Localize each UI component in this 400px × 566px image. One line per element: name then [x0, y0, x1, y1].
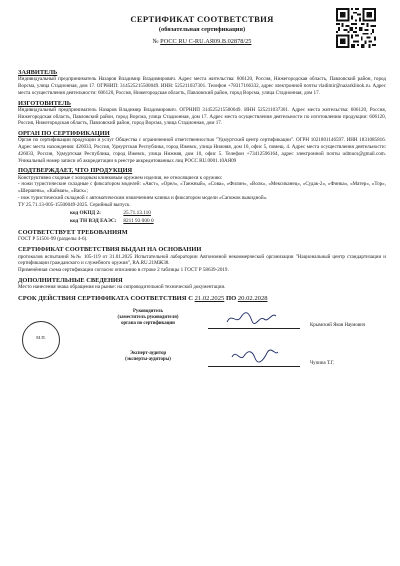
applicant-heading: ЗАЯВИТЕЛЬ — [18, 69, 58, 76]
validity-to-label: ПО — [225, 294, 237, 302]
manufacturer-heading: ИЗГОТОВИТЕЛЬ — [18, 99, 72, 107]
qr-code-icon — [336, 8, 376, 48]
head-signature-line — [208, 328, 300, 329]
head-role — [94, 309, 202, 328]
head-role-title: Руководитель — [132, 308, 164, 314]
stamp-circle — [22, 321, 60, 359]
expert-name: Чупина Т.Г. — [310, 360, 335, 366]
certificate-title: СЕРТИФИКАТ СООТВЕТСТВИЯ — [130, 14, 274, 24]
basis-heading: СЕРТИФИКАТ СООТВЕТСТВИЯ ВЫДАН НА ОСНОВАНИИ — [18, 246, 202, 254]
number-prefix: № — [152, 38, 159, 45]
head-name: Крымский Яков Наумович — [310, 322, 366, 328]
expert-signature-icon — [230, 347, 280, 365]
validity-label: СРОК ДЕЙСТВИЯ СЕРТИФИКАТА СООТВЕТСТВИЯ С — [18, 294, 193, 302]
stamp-label: М.П. — [36, 334, 46, 340]
manufacturer-text: Индивидуальный предприниматель Назаров Владимир Владимирович. ОГРНИП 314525215500049. ИНН 525211037301. Адрес места жительства: 606120, Россия, Нижегородская область, Павловский район, город Ворсма, улица Стадионная, дом 17. Адрес места осуществления деятельности по изготовлению продукции: 606120, Россия, Нижегородская область, Павловский район, город Ворсма, улица Стадионная, дом 17. — [18, 106, 386, 127]
okpd-label: код ОКПД 2: — [70, 210, 101, 217]
expert-role — [94, 351, 202, 363]
requirements-text: ГОСТ Р 51501-99 (разделы 4-6). — [18, 236, 88, 243]
okpd-value: 25.71.13.110 — [123, 210, 151, 217]
validity-to: 20.02.2028 — [237, 294, 268, 302]
validity-period — [18, 295, 386, 302]
validity-from: 21.02.2025 — [194, 294, 225, 302]
additional-text: Место нанесения знака обращения на рынке: на сопроводительной технической документации. — [18, 284, 226, 291]
okpd-row — [70, 210, 386, 218]
expert-role-sub: (эксперты-аудиторы) — [125, 357, 171, 362]
head-role-body: органа по сертификации — [121, 321, 175, 327]
certification-body-heading: ОРГАН ПО СЕРТИФИКАЦИИ — [18, 130, 110, 138]
head-role-deputy: (заместитель руководителя) — [117, 315, 179, 320]
additional-heading: ДОПОЛНИТЕЛЬНЫЕ СВЕДЕНИЯ — [18, 276, 123, 284]
tnved-row — [70, 218, 386, 226]
certificate-number — [18, 38, 386, 45]
expert-role-title: Эксперт-аудитор — [129, 350, 167, 356]
certificate-subtitle: (обязательная сертификация) — [158, 26, 246, 33]
product-line: - ножи туристические складные с фиксатором моделей: «Авст», «Орел», «Таежный», «Сова», «Филин», «Волк», «Мексиканец», «Судак-2», «Финка», «Матер», «Тор», «Шершень», «Кайман», «Васк»; — [18, 181, 386, 195]
product-codes — [70, 210, 386, 226]
signature-block — [18, 307, 386, 383]
product-heading: ПОДТВЕРЖДАЕТ, ЧТО ПРОДУКЦИЯ — [18, 167, 133, 175]
requirements-heading: СООТВЕТСТВУЕТ ТРЕБОВАНИЯМ — [18, 229, 128, 237]
head-signature-icon — [224, 309, 278, 327]
certification-body-text: Орган по сертификации продукции и услуг Общества с ограниченной ответственностью "Удмуртский центр сертификации". ОГРН 1021801146597. ИНН 1831085816. Адрес места нахождения: 426033, Россия, Удмуртская Республика, город Ижевск, улица Нижняя, дом 10, офис 5, помещ. 4. Адрес места осуществления деятельности: 426033, Россия, Удмуртская Республика, город Ижевск, улица Нижняя, дом 10, офис 5. Телефон +73412596164, адрес электронной почты udmucs@gmail.com. Уникальный номер записи об аккредитации в реестре аккредитованных лиц РОСС RU.0001.10АЯ09 — [18, 137, 386, 164]
expert-signature-line — [208, 366, 300, 367]
basis-text: протоколов испытаний №№ 105-119 от 31.01.2025 Испытательной лаборатории Автономной некоммерческой организации "Национальный центр стандартизации и сертификации гражданского и служебного оружия", RA.RU.21МЖ38. — [18, 253, 386, 267]
tnved-value: 8211 93 000 0 — [123, 218, 154, 225]
applicant-text: Индивидуальный предприниматель Назаров Владимир Владимирович. Адрес места жительства: 606120, Россия, Нижегородская область, Павловский район, город Ворсма, улица Стадионная, дом 17. ОГРНИП: 314525215500049. ИНН: 525211037301. Телефон +78317166332, адрес электронной почты vladimir@nazarklinok.ru. Адрес места осуществления деятельности: 606120, Россия, Нижегородская область, Павловский район, город Ворсма, улица Стадионная, дом 17. — [18, 76, 386, 96]
certificate-header — [18, 0, 386, 66]
certification-scheme: Применённая схема сертификации согласно описанию в строке 2 таблицы 1 ГОСТ Р 58639-2019. — [18, 266, 229, 273]
product-line: - нож туристический складной с автоматическим извлечением клинка и фиксатором модели «Сапожок выкидной». — [18, 194, 268, 201]
tnved-label: код ТН ВЭД ЕАЭС: — [70, 218, 117, 225]
product-line: ТУ 25.71.13-005-15500049-2025. Серийный выпуск. — [18, 201, 131, 208]
product-line: Конструктивно сходные с холодным клинковым оружием изделия, не относящиеся к оружию: — [18, 174, 223, 181]
number-value: РОСС RU С-RU.АЯ09.В.02878/25 — [160, 38, 252, 45]
